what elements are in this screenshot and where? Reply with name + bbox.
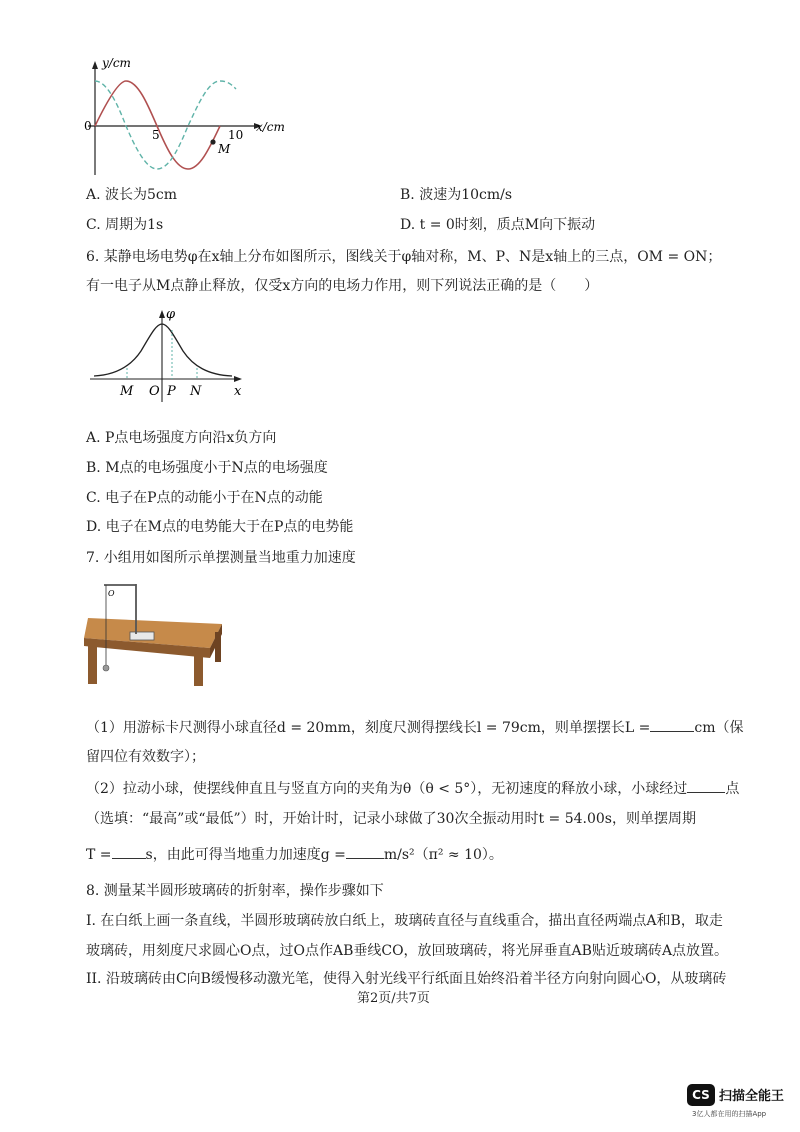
solid-wave (95, 81, 220, 169)
q7-part2-text-unit: m/s²（π² ≈ 10）。 (383, 847, 503, 863)
stand-base (130, 632, 154, 640)
y-axis-label: y/cm (102, 56, 131, 70)
q7-part2-line2: （选填：“最高”或“最低”）时，开始计时，记录小球做了30次全振动用时t = 54.00s，则单摆周期 (86, 811, 696, 827)
q7-stem: 7. 小组用如图所示单摆测量当地重力加速度 (86, 550, 356, 566)
q8-stem: 8. 测量某半圆形玻璃砖的折射率，操作步骤如下 (86, 883, 384, 899)
q7-blank-point[interactable] (687, 778, 725, 793)
q7-blank-length[interactable] (650, 717, 694, 732)
q7-part1-text-b: cm（保 (694, 720, 744, 736)
q7-part2-text-g: s，由此可得当地重力加速度g = (145, 847, 346, 863)
scanner-logo-icon: CS (687, 1084, 715, 1106)
q5-option-b: B. 波速为10cm/s (400, 187, 513, 203)
scanner-slogan: 3亿人都在用的扫描App (692, 1110, 767, 1118)
q8-step1-line1: I. 在白纸上画一条直线，半圆形玻璃砖放白纸上，玻璃砖直径与直线重合，描出直径两端点A和B，取走 (86, 913, 723, 929)
wave-figure (80, 55, 300, 180)
x-axis-arrow (234, 376, 242, 382)
q7-blank-period[interactable] (112, 844, 146, 859)
q5-option-d: D. t = 0时刻，质点M向下振动 (400, 217, 596, 233)
phi-label: φ (166, 307, 176, 322)
q5-option-a: A. 波长为5cm (86, 187, 178, 203)
q7-part1-text-a: （1）用游标卡尺测得小球直径d = 20mm，刻度尺测得摆线长l = 79cm，则单摆摆长L = (86, 720, 651, 736)
table-leg-front-left (88, 644, 97, 684)
p-label: P (167, 384, 176, 399)
potential-figure (86, 306, 256, 406)
origin-label: 0 (84, 119, 92, 133)
q7-blank-gravity[interactable] (346, 844, 384, 859)
n-label: N (190, 384, 202, 399)
q6-option-c: C. 电子在P点的动能小于在N点的动能 (86, 490, 323, 506)
x-axis-label: x/cm (256, 120, 285, 134)
dashed-wave (95, 81, 236, 169)
q6-option-a: A. P点电场强度方向沿x负方向 (86, 430, 277, 446)
pivot-label: O (108, 589, 115, 598)
pendulum-figure (84, 576, 230, 688)
point-m-dot (210, 139, 215, 144)
table-leg-front-right (194, 656, 203, 686)
q7-part1-line1 (86, 717, 744, 737)
q6-option-d: D. 电子在M点的电势能大于在P点的电势能 (86, 519, 354, 535)
q6-option-b: B. M点的电场强度小于N点的电场强度 (86, 460, 328, 476)
potential-curve (94, 324, 232, 376)
q7-part2-line3 (86, 844, 503, 864)
q8-step1-line2: 玻璃砖，用刻度尺求圆心O点，过O点作AB垂线CO，放回玻璃砖，将光屏垂直AB贴近玻璃砖A点放置。 (86, 943, 729, 959)
y-axis-arrow (92, 61, 98, 69)
tick-5-label: 5 (152, 128, 160, 142)
q6-stem-line2: 有一电子从M点静止释放，仅受x方向的电场力作用，则下列说法正确的是（ ） (86, 278, 599, 294)
q7-part2-text-t: T = (86, 847, 112, 863)
q7-part2-text-a: （2）拉动小球，使摆线伸直且与竖直方向的夹角为θ（θ < 5°），无初速度的释放小球，小球经过 (86, 781, 688, 797)
m-label: M (120, 384, 134, 399)
tick-10-label: 10 (228, 128, 244, 142)
point-m-label: M (218, 142, 231, 156)
q7-part1-line2: 留四位有效数字）； (86, 749, 205, 765)
q5-option-c: C. 周期为1s (86, 217, 164, 233)
x-label: x (234, 384, 242, 399)
phi-axis-arrow (159, 310, 165, 318)
page-number: 第2页/共7页 (357, 991, 430, 1006)
pendulum-ball (103, 665, 109, 671)
scanner-watermark (662, 1082, 792, 1122)
table-leg-back-right (215, 632, 221, 662)
q6-stem-line1: 6. 某静电场电势φ在x轴上分布如图所示，图线关于φ轴对称，M、P、N是x轴上的三点，OM = ON； (86, 249, 722, 265)
o-label: O (149, 384, 160, 399)
q7-part2-text-b: 点 (725, 781, 740, 797)
q7-part2-line1 (86, 778, 739, 798)
q8-step2-line1: II. 沿玻璃砖由C向B缓慢移动激光笔，使得入射光线平行纸面且始终沿着半径方向射向圆心O，从玻璃砖 (86, 971, 727, 987)
scanner-brand: 扫描全能王 (719, 1089, 785, 1104)
